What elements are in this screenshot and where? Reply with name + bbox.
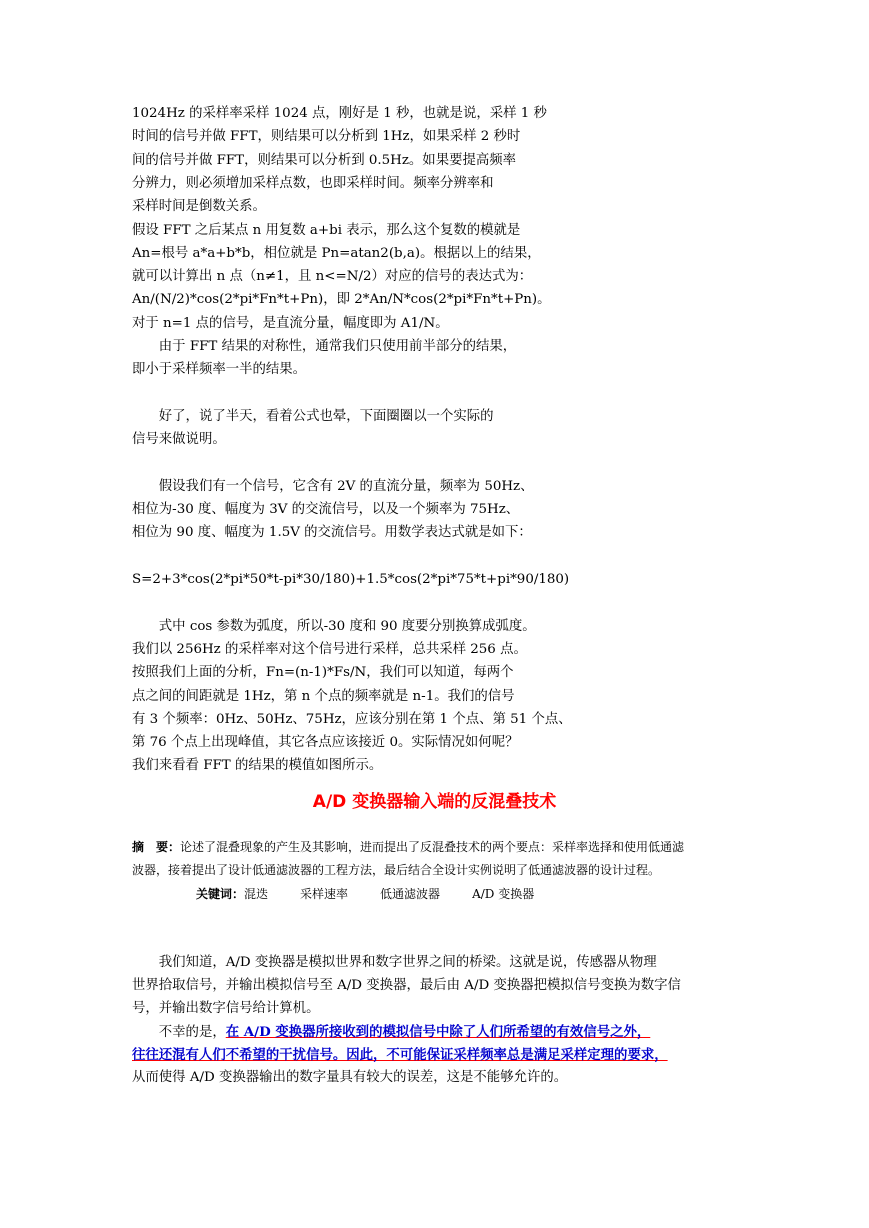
keyword-item: 低通滤波器 xyxy=(380,887,441,901)
text-line: 就可以计算出 n 点（n≠1，且 n<=N/2）对应的信号的表达式为： xyxy=(132,269,533,284)
text-line: 由于 FFT 结果的对称性，通常我们只使用前半部分的结果， xyxy=(132,339,517,354)
text-line: 式中 cos 参数为弧度，所以-30 度和 90 度要分别换算成弧度。 xyxy=(132,619,536,634)
abstract-label: 摘 要： xyxy=(132,840,181,854)
highlighted-link-2[interactable]: 往往还混有人们不希望的干扰信号。因此，不可能保证采样频率总是满足采样定理的要求， xyxy=(132,1047,668,1063)
text-line: 即小于采样频率一半的结果。 xyxy=(132,362,307,377)
text-line: 按照我们上面的分析，Fn=(n-1)*Fs/N，我们可以知道，每两个 xyxy=(132,665,514,680)
text-line: 时间的信号并做 FFT，则结果可以分析到 1Hz，如果采样 2 秒时 xyxy=(132,129,521,144)
body-p2-line-3: 从而使得 A/D 变换器输出的数字量具有较大的误差，这是不能够允许的。 xyxy=(132,1070,568,1085)
abstract-line-2: 波器，接着提出了设计低通滤波器的工程方法，最后结合全设计实例说明了低通滤波器的设计过程。 xyxy=(132,863,661,877)
text-line: An/(N/2)*cos(2*pi*Fn*t+Pn)，即 2*An/N*cos(2*pi*Fn*t+Pn)。 xyxy=(132,292,551,307)
text-line: 好了，说了半天，看着公式也晕，下面圈圈以一个实际的 xyxy=(132,409,494,424)
abstract-text-1: 论述了混叠现象的产生及其影响，进而提出了反混叠技术的两个要点：采样率选择和使用低通滤 xyxy=(180,840,685,854)
text-line: 1024Hz 的采样率采样 1024 点，刚好是 1 秒，也就是说，采样 1 秒 xyxy=(132,106,547,121)
body-p2-line-1 xyxy=(132,1023,650,1042)
keyword-item: 混迭 xyxy=(244,887,269,901)
text-line: 点之间的间距就是 1Hz，第 n 个点的频率就是 n-1。我们的信号 xyxy=(132,689,515,704)
keyword-item: 采样速率 xyxy=(300,887,349,901)
text-line: 我们来看看 FFT 的结果的模值如图所示。 xyxy=(132,758,383,773)
text-line: 相位为-30 度、幅度为 3V 的交流信号，以及一个频率为 75Hz、 xyxy=(132,502,520,517)
text-line: 间的信号并做 FFT，则结果可以分析到 0.5Hz。如果要提高频率 xyxy=(132,153,517,168)
text-line: 对于 n=1 点的信号，是直流分量，幅度即为 A1/N。 xyxy=(132,316,449,331)
text-line: 假设 FFT 之后某点 n 用复数 a+bi 表示，那么这个复数的模就是 xyxy=(132,223,521,238)
highlighted-link-1[interactable]: 在 A/D 变换器所接收到的模拟信号中除了人们所希望的有效信号之外， xyxy=(225,1024,651,1040)
text-line: 假设我们有一个信号，它含有 2V 的直流分量，频率为 50Hz、 xyxy=(132,479,534,494)
body-p1-line-1: 我们知道，A/D 变换器是模拟世界和数字世界之间的桥梁。这就是说，传感器从物理 xyxy=(132,955,657,970)
text-line: 采样时间是倒数关系。 xyxy=(132,199,266,214)
text-line: 我们以 256Hz 的采样率对这个信号进行采样，总共采样 256 点。 xyxy=(132,642,527,657)
text-line: 分辨力，则必须增加采样点数，也即采样时间。频率分辨率和 xyxy=(132,176,494,191)
text-line: S=2+3*cos(2*pi*50*t-pi*30/180)+1.5*cos(2*pi*75*t+pi*90/180) xyxy=(132,572,570,587)
body-p1-line-3: 号，并输出数字信号给计算机。 xyxy=(132,1001,320,1016)
keywords-label: 关键词： xyxy=(196,887,245,901)
keywords-line xyxy=(196,885,534,903)
article-title: A/D 变换器输入端的反混叠技术 xyxy=(312,792,557,812)
body-p1-line-2: 世界拾取信号，并输出模拟信号至 A/D 变换器，最后由 A/D 变换器把模拟信号变换为数字信 xyxy=(132,978,681,993)
text-line: 有 3 个频率：0Hz、50Hz、75Hz，应该分别在第 1 个点、第 51 个点、 xyxy=(132,712,572,727)
keyword-item: A/D 变换器 xyxy=(472,887,535,901)
abstract-line-1 xyxy=(132,838,684,856)
text-line: An=根号 a*a+b*b，相位就是 Pn=atan2(b,a)。根据以上的结果， xyxy=(132,246,541,261)
text-line: 第 76 个点上出现峰值，其它各点应该接近 0。实际情况如何呢？ xyxy=(132,735,519,750)
text-line: 信号来做说明。 xyxy=(132,432,226,447)
text-line: 相位为 90 度、幅度为 1.5V 的交流信号。用数学表达式就是如下： xyxy=(132,525,532,540)
body-p2-prefix: 不幸的是， xyxy=(132,1025,226,1040)
body-p2-line-2 xyxy=(132,1046,668,1065)
